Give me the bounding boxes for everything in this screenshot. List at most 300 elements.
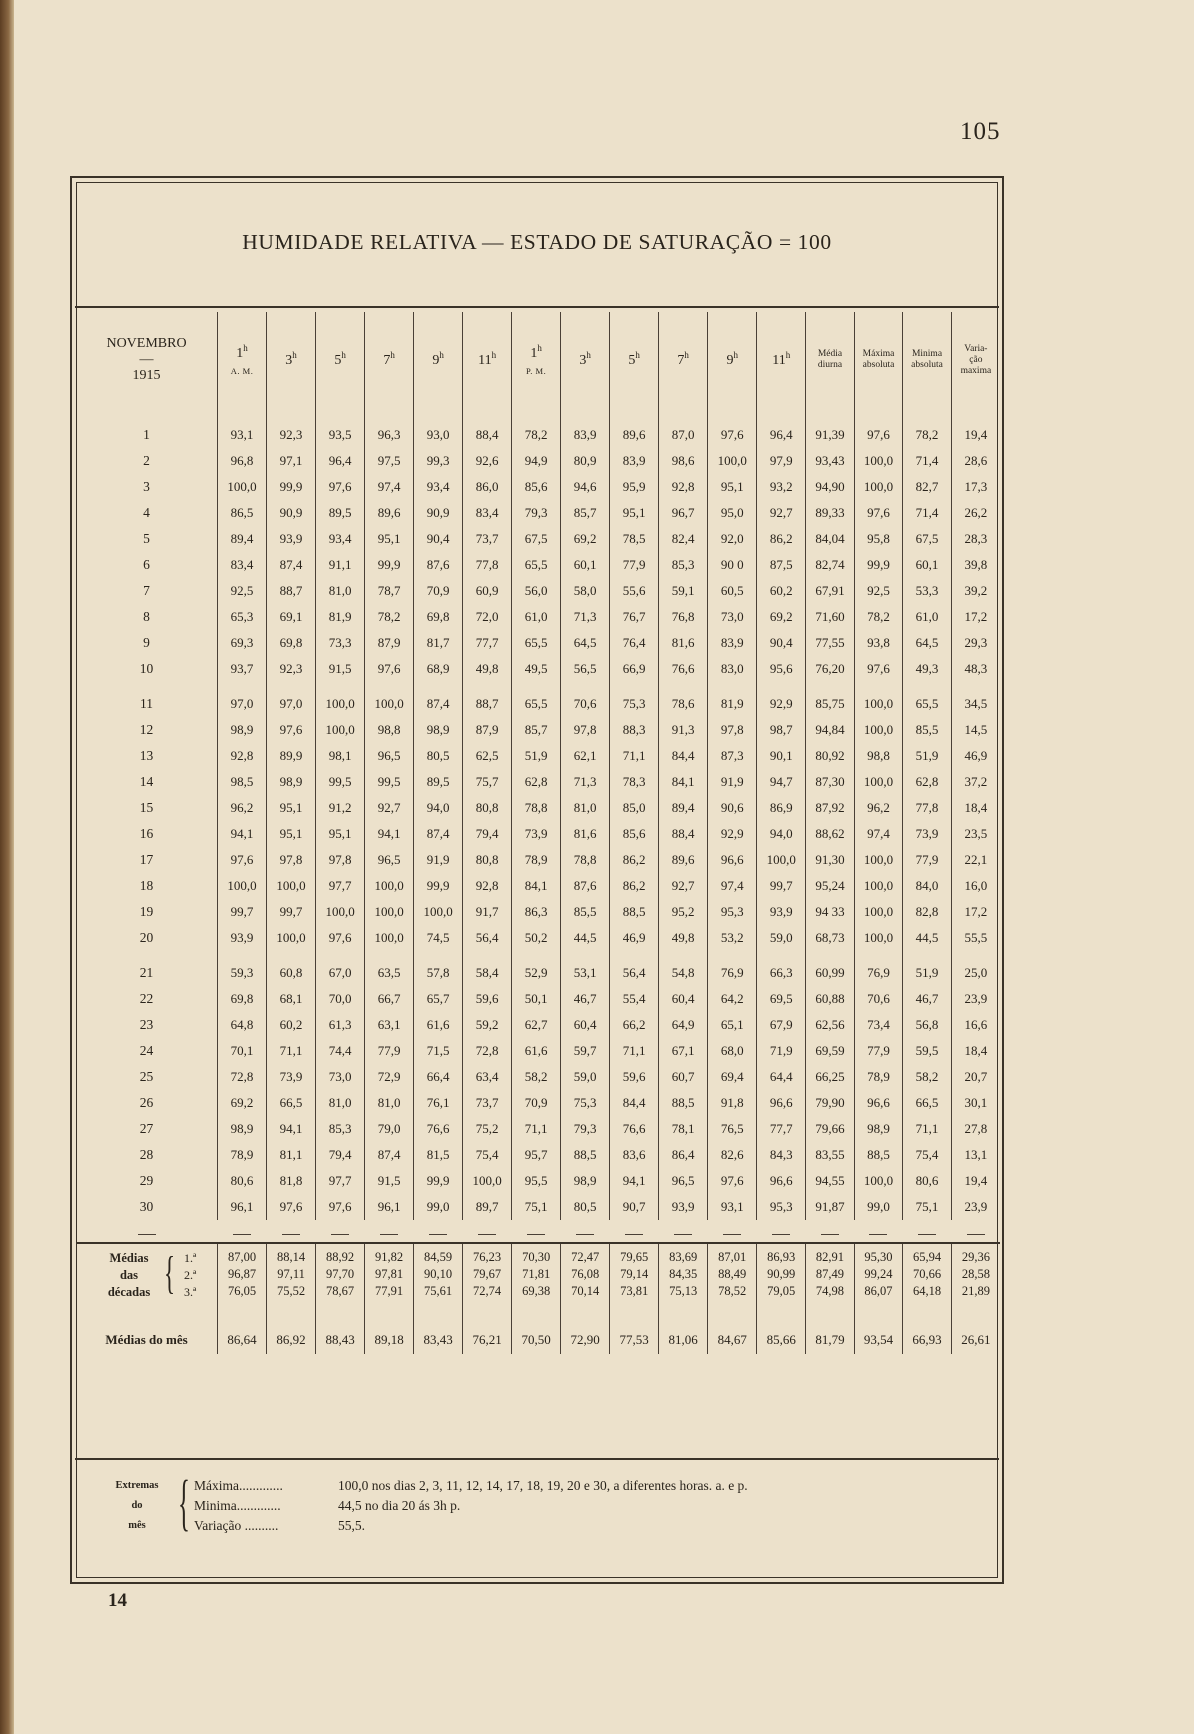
pm-label: P. M. [526,365,547,376]
humidity-value: 78,2 [512,422,561,448]
humidity-value: 92,6 [463,448,512,474]
humidity-value: 46,9 [951,743,1000,769]
humidity-value: 71,1 [267,1038,316,1064]
humidity-value: 71,4 [903,448,952,474]
month-mean-label: Médias do mês [105,1332,188,1347]
month-spacer-row [76,1300,1000,1326]
day-number: 12 [139,722,154,737]
humidity-value: 75,7 [463,769,512,795]
month-mean-value: 76,21 [463,1326,512,1354]
humidity-value: 71,9 [757,1038,806,1064]
dash-cell [365,1220,414,1243]
humidity-value: 97,7 [316,873,365,899]
humidity-value: 20,7 [951,1064,1000,1090]
blank-cell [708,951,757,960]
humidity-value: 82,8 [903,899,952,925]
humidity-value: 77,8 [463,552,512,578]
humidity-value: 85,7 [561,500,610,526]
humidity-value: 99,5 [316,769,365,795]
humidity-value: 18,4 [951,795,1000,821]
humidity-value: 46,7 [561,986,610,1012]
day-row [76,500,1000,526]
humidity-value: 60,4 [659,986,708,1012]
humidity-value: 89,9 [267,743,316,769]
hour-header [218,312,267,408]
blank-cell [218,682,267,691]
humidity-value: 87,4 [414,821,463,847]
humidity-value: 97,6 [267,1194,316,1220]
humidity-value: 39,2 [951,578,1000,604]
humidity-value: 85,6 [610,821,659,847]
blank-cell [757,1300,806,1326]
humidity-value: 37,2 [951,769,1000,795]
humidity-value: 75,1 [903,1194,952,1220]
day-number: 8 [143,609,150,624]
humidity-value: 82,74 [806,552,855,578]
humidity-value: 72,8 [463,1038,512,1064]
hour-suffix: h [733,349,738,360]
decade-mean-value: 84,35 [659,1266,708,1283]
humidity-value: 91,8 [708,1090,757,1116]
humidity-value: 58,0 [561,578,610,604]
table-body [76,408,1000,1354]
humidity-value: 75,4 [903,1142,952,1168]
humidity-value: 89,6 [659,847,708,873]
blank-cell [365,951,414,960]
humidity-value: 78,3 [610,769,659,795]
month-mean-row [76,1326,1000,1354]
humidity-value: 50,1 [512,986,561,1012]
day-row [76,1090,1000,1116]
header-line: absoluta [862,360,895,370]
humidity-value: 68,73 [806,925,855,951]
humidity-value: 100,0 [218,873,267,899]
day-row [76,743,1000,769]
humidity-value: 85,3 [316,1116,365,1142]
humidity-value: 69,8 [414,604,463,630]
humidity-value: 86,3 [512,899,561,925]
day-row [76,656,1000,682]
humidity-value: 60,1 [561,552,610,578]
humidity-value: 29,3 [951,630,1000,656]
decade-mean-value: 70,66 [903,1266,952,1283]
humidity-value: 97,8 [561,717,610,743]
humidity-value: 60,8 [267,960,316,986]
hour-value: 1 [236,345,244,361]
blank-cell [561,408,610,422]
humidity-value: 78,2 [365,604,414,630]
am-label: A. M. [230,365,254,376]
humidity-value: 64,5 [903,630,952,656]
humidity-value: 59,7 [561,1038,610,1064]
hour-value: 5 [628,352,636,368]
decade-mean-row [76,1243,1000,1266]
decade-mean-value: 79,14 [610,1266,659,1283]
day-number: 3 [143,479,150,494]
blank-cell [854,408,903,422]
blank-cell [757,951,806,960]
day-number: 27 [139,1121,154,1136]
humidity-value: 97,9 [757,448,806,474]
hour-value: 3 [579,352,587,368]
header-line: Média [817,349,843,359]
day-number: 2 [143,453,150,468]
humidity-value: 69,2 [561,526,610,552]
humidity-value: 69,3 [218,630,267,656]
dash-cell [708,1220,757,1243]
dash-mark [282,1234,300,1235]
day-number: 26 [139,1095,154,1110]
humidity-value: 99,9 [365,552,414,578]
blank-cell [267,408,316,422]
humidity-value: 97,6 [316,474,365,500]
hour-suffix: h [243,342,248,353]
humidity-value: 80,8 [463,795,512,821]
decade-mean-value: 99,24 [854,1266,903,1283]
humidity-value: 81,7 [414,630,463,656]
blank-cell [512,682,561,691]
decade-mean-value: 84,59 [414,1243,463,1266]
humidity-value: 49,8 [463,656,512,682]
humidity-value: 97,7 [316,1168,365,1194]
blank-cell [463,682,512,691]
humidity-value: 19,4 [951,422,1000,448]
humidity-value: 61,0 [903,604,952,630]
day-row [76,448,1000,474]
dash-mark [478,1234,496,1235]
humidity-value: 66,2 [610,1012,659,1038]
month-mean-value: 93,54 [854,1326,903,1354]
humidity-value: 53,1 [561,960,610,986]
humidity-value: 54,8 [659,960,708,986]
humidity-value: 69,8 [218,986,267,1012]
hour-header [708,312,757,408]
humidity-value: 97,4 [708,873,757,899]
humidity-value: 87,0 [659,422,708,448]
humidity-value: 79,0 [365,1116,414,1142]
humidity-value: 91,5 [365,1168,414,1194]
hour-header [316,312,365,408]
humidity-value: 88,7 [463,691,512,717]
humidity-value: 66,7 [365,986,414,1012]
humidity-value: 17,3 [951,474,1000,500]
humidity-value: 67,1 [659,1038,708,1064]
blank-cell [365,682,414,691]
humidity-value: 92,8 [659,474,708,500]
humidity-value: 60,2 [267,1012,316,1038]
humidity-value: 60,7 [659,1064,708,1090]
decade-mean-value: 21,89 [951,1283,1000,1300]
humidity-value: 89,6 [365,500,414,526]
month-mean-value: 86,92 [267,1326,316,1354]
humidity-value: 76,20 [806,656,855,682]
decade-mean-value: 90,10 [414,1266,463,1283]
humidity-value: 92,7 [757,500,806,526]
humidity-value: 96,6 [757,1168,806,1194]
day-row [76,422,1000,448]
humidity-value: 71,5 [414,1038,463,1064]
extreme-value: 100,0 nos dias 2, 3, 11, 12, 14, 17, 18, 19, 20 e 30, a diferentes horas. a. e p. [338,1478,748,1493]
humidity-value: 76,6 [659,656,708,682]
humidity-value: 97,0 [267,691,316,717]
humidity-value: 55,6 [610,578,659,604]
blank-cell [951,951,1000,960]
humidity-value: 94,1 [610,1168,659,1194]
dash-mark [576,1234,594,1235]
humidity-value: 70,6 [561,691,610,717]
decade-mean-value: 65,94 [903,1243,952,1266]
humidity-value: 92,5 [218,578,267,604]
humidity-value: 89,5 [414,769,463,795]
humidity-value: 63,5 [365,960,414,986]
humidity-value: 72,8 [218,1064,267,1090]
dash-mark [772,1234,790,1235]
humidity-value: 100,0 [854,925,903,951]
humidity-value: 26,2 [951,500,1000,526]
dash-cell [659,1220,708,1243]
day-number: 4 [143,505,150,520]
humidity-value: 86,4 [659,1142,708,1168]
humidity-value: 90,9 [414,500,463,526]
humidity-value: 88,5 [561,1142,610,1168]
humidity-value: 98,9 [414,717,463,743]
decade-mean-value: 79,65 [610,1243,659,1266]
humidity-value: 94 33 [806,899,855,925]
humidity-value: 97,6 [708,422,757,448]
blank-cell [512,1300,561,1326]
humidity-value: 78,9 [854,1064,903,1090]
humidity-value: 91,30 [806,847,855,873]
humidity-value: 100,0 [757,847,806,873]
blank-cell [903,682,952,691]
humidity-value: 23,9 [951,986,1000,1012]
humidity-value: 87,4 [414,691,463,717]
humidity-value: 87,6 [561,873,610,899]
decade-label-text [98,1250,160,1301]
humidity-value: 92,8 [218,743,267,769]
day-row [76,717,1000,743]
dash-cell [610,1220,659,1243]
humidity-value: 63,4 [463,1064,512,1090]
humidity-value: 61,6 [512,1038,561,1064]
humidity-value: 71,3 [561,769,610,795]
humidity-value: 77,9 [610,552,659,578]
humidity-value: 80,5 [561,1194,610,1220]
humidity-value: 96,8 [218,448,267,474]
humidity-value: 97,6 [218,847,267,873]
dash-cell [76,1220,218,1243]
humidity-value: 93,1 [218,422,267,448]
page-title: HUMIDADE RELATIVA — ESTADO DE SATURAÇÃO = 100 [242,230,832,254]
humidity-value: 95,24 [806,873,855,899]
day-row [76,1012,1000,1038]
day-row [76,1142,1000,1168]
extreme-minima [194,1496,461,1516]
humidity-value: 87,6 [414,552,463,578]
humidity-value: 50,2 [512,925,561,951]
day-row [76,526,1000,552]
decade-mean-value: 70,30 [512,1243,561,1266]
decade-mean-value: 90,99 [757,1266,806,1283]
extreme-variacao [194,1516,365,1536]
humidity-value: 62,56 [806,1012,855,1038]
humidity-value: 65,3 [218,604,267,630]
dash-mark [723,1234,741,1235]
humidity-value: 95,0 [708,500,757,526]
humidity-value: 99,5 [365,769,414,795]
header-rule-row [76,408,1000,422]
decade-mean-value: 97,81 [365,1266,414,1283]
humidity-value: 71,60 [806,604,855,630]
humidity-value: 64,2 [708,986,757,1012]
decade-mean-value: 95,30 [854,1243,903,1266]
blank-cell [316,682,365,691]
humidity-value: 58,2 [512,1064,561,1090]
humidity-value: 72,0 [463,604,512,630]
humidity-value: 85,5 [561,899,610,925]
humidity-value: 65,1 [708,1012,757,1038]
humidity-value: 98,5 [218,769,267,795]
humidity-value: 71,4 [903,500,952,526]
humidity-value: 60,9 [463,578,512,604]
humidity-value: 73,4 [854,1012,903,1038]
decade-mean-value: 74,98 [806,1283,855,1300]
humidity-value: 69,1 [267,604,316,630]
blank-cell [951,682,1000,691]
humidity-value: 60,5 [708,578,757,604]
humidity-value: 93,2 [757,474,806,500]
humidity-value: 79,66 [806,1116,855,1142]
humidity-value: 78,9 [218,1142,267,1168]
humidity-value: 97,8 [316,847,365,873]
humidity-value: 66,5 [903,1090,952,1116]
humidity-value: 93,9 [267,526,316,552]
dash-cell [854,1220,903,1243]
humidity-value: 86,2 [757,526,806,552]
humidity-value: 84,04 [806,526,855,552]
humidity-value: 78,2 [854,604,903,630]
humidity-value: 90,1 [757,743,806,769]
dash-mark [380,1234,398,1235]
humidity-value: 76,9 [854,960,903,986]
maxima-absoluta-header [854,312,903,408]
day-row [76,630,1000,656]
humidity-value: 49,8 [659,925,708,951]
blank-cell [708,408,757,422]
humidity-value: 58,2 [903,1064,952,1090]
dash-cell [267,1220,316,1243]
dash-separator-row [76,1220,1000,1243]
dash-mark [527,1234,545,1235]
humidity-value: 99,7 [218,899,267,925]
humidity-value: 78,6 [659,691,708,717]
humidity-value: 88,7 [267,578,316,604]
humidity-value: 97,6 [316,1194,365,1220]
humidity-value: 88,4 [463,422,512,448]
humidity-value: 49,3 [903,656,952,682]
humidity-value: 86,5 [218,500,267,526]
humidity-value: 97,4 [854,821,903,847]
humidity-value: 80,8 [463,847,512,873]
decade-mean-value: 79,67 [463,1266,512,1283]
humidity-value: 99,0 [854,1194,903,1220]
humidity-value: 91,9 [708,769,757,795]
humidity-value: 91,2 [316,795,365,821]
humidity-value: 80,5 [414,743,463,769]
humidity-value: 62,7 [512,1012,561,1038]
table-frame [70,176,1004,1584]
humidity-value: 92,5 [854,578,903,604]
humidity-value: 49,5 [512,656,561,682]
hour-header [512,312,561,408]
humidity-value: 87,4 [267,552,316,578]
humidity-value: 97,6 [854,656,903,682]
decade-mean-value: 76,08 [561,1266,610,1283]
header-line: ção [969,354,983,365]
humidity-value: 73,3 [316,630,365,656]
humidity-value: 69,59 [806,1038,855,1064]
blank-cell [316,1300,365,1326]
blank-cell [463,1300,512,1326]
hour-value: 5 [334,352,342,368]
blank-cell [512,408,561,422]
decade-mean-value: 87,49 [806,1266,855,1283]
signature-mark: 14 [108,1590,127,1611]
blank-cell [76,951,218,960]
hour-value: 7 [677,352,685,368]
title-divider [75,306,999,308]
humidity-value: 56,5 [561,656,610,682]
humidity-value: 88,5 [659,1090,708,1116]
hour-value: 9 [432,352,440,368]
humidity-value: 100,0 [267,873,316,899]
header-line: Máxima [862,349,895,359]
decade-label-line: décadas [107,1285,151,1299]
humidity-value: 72,9 [365,1064,414,1090]
blank-cell [512,951,561,960]
humidity-value: 92,9 [757,691,806,717]
month-mean-value: 81,06 [659,1326,708,1354]
humidity-value: 83,9 [610,448,659,474]
blank-cell [365,1300,414,1326]
humidity-value: 97,6 [365,656,414,682]
humidity-value: 95,7 [512,1142,561,1168]
brace-glyph: { [164,1247,176,1298]
day-number: 13 [139,748,154,763]
humidity-value: 61,0 [512,604,561,630]
humidity-value: 64,8 [218,1012,267,1038]
humidity-value: 73,0 [708,604,757,630]
humidity-value: 90 0 [708,552,757,578]
dash-cell [903,1220,952,1243]
decade-mean-value: 97,11 [267,1266,316,1283]
humidity-value: 79,90 [806,1090,855,1116]
extremes-label-line: mês [128,1520,146,1531]
blank-cell [561,682,610,691]
blank-cell [659,682,708,691]
humidity-value: 90,4 [414,526,463,552]
humidity-value: 53,2 [708,925,757,951]
hour-suffix: h [341,349,346,360]
day-row [76,1168,1000,1194]
humidity-value: 69,8 [267,630,316,656]
day-number: 15 [139,800,154,815]
decade-mean-value: 73,81 [610,1283,659,1300]
humidity-value: 53,3 [903,578,952,604]
humidity-value: 100,0 [414,899,463,925]
humidity-value: 99,9 [414,1168,463,1194]
humidity-value: 87,5 [757,552,806,578]
